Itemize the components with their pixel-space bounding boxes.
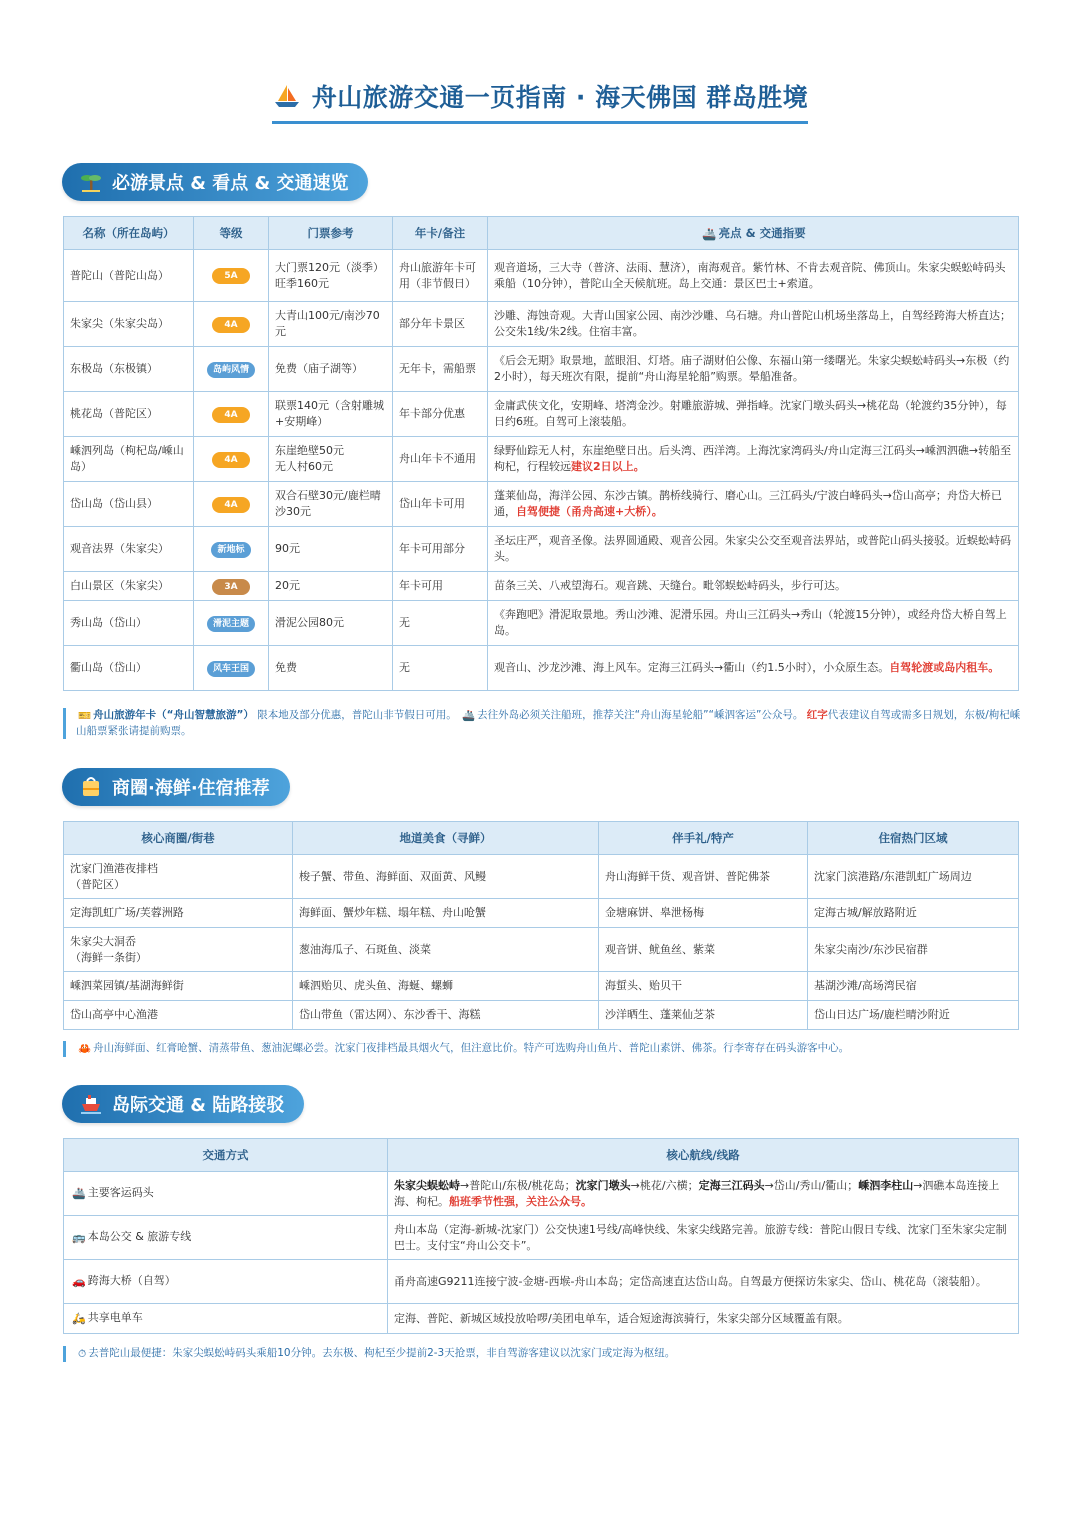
spot-card: 无	[393, 646, 488, 691]
spot-level	[194, 250, 269, 302]
spot-name: 岱山岛（岱山县）	[64, 482, 194, 527]
lodging-cell: 沈家门滨港路/东港凯虹广场周边	[808, 855, 1019, 899]
spot-ticket: 90元	[269, 527, 393, 572]
spot-name: 东极岛（东极镇）	[64, 347, 194, 392]
table-row	[64, 646, 1019, 691]
spot-card: 舟山旅游年卡可用（非节假日）	[393, 250, 488, 302]
table-row	[64, 855, 1019, 899]
spot-name: 观音法界（朱家尖）	[64, 527, 194, 572]
section-header-transport	[62, 1085, 304, 1123]
district-cell: 朱家尖大洞岙 （海鲜一条街）	[64, 928, 293, 972]
table-row	[64, 972, 1019, 1001]
spot-ticket: 免费	[269, 646, 393, 691]
spot-card: 无	[393, 601, 488, 646]
spot-info: 蓬莱仙岛，海洋公园、东沙古镇。鹊桥线骑行、磨心山。三江码头/宁波白峰码头→岱山高亭；舟岱大桥已通，自驾便捷（甬舟高速+大桥）。	[488, 482, 1019, 527]
spot-card: 舟山年卡不通用	[393, 437, 488, 482]
col-header: 核心商圈/街巷	[64, 822, 293, 855]
level-badge: 4A	[212, 317, 250, 333]
spot-level	[194, 646, 269, 691]
souvenir-cell: 观音饼、鱿鱼丝、紫菜	[599, 928, 808, 972]
car-icon: 🚗	[72, 1275, 86, 1288]
spot-name: 嵊泗列岛（枸杞岛/嵊山岛）	[64, 437, 194, 482]
table-row	[64, 1216, 1019, 1260]
table-row	[64, 437, 1019, 482]
table-row	[64, 928, 1019, 972]
spot-info: 绿野仙踪无人村，东崖绝壁日出。后头湾、西洋湾。上海沈家湾码头/舟山定海三江码头→嵊泗泗礁→转船至枸杞，行程较远建议2日以上。	[488, 437, 1019, 482]
note-annual-card: 🎫 舟山旅游年卡（“舟山智慧旅游”） 限本地及部分优惠，普陀山非节假日可用。 🚢 去往外岛必须关注船班，推荐关注“舟山海星轮船”“嵊泗客运”公众号。 红字代表建议自驾或需多日规划，东极/枸杞嵊山船票紧张请提前购票。	[63, 708, 1026, 739]
spot-name: 朱家尖（朱家尖岛）	[64, 302, 194, 347]
table-row	[64, 1172, 1019, 1216]
bus-icon: 🚌	[72, 1231, 86, 1244]
page-title-text: 舟山旅游交通一页指南 · 海天佛国 群岛胜境	[311, 83, 809, 112]
spot-card: 岱山年卡可用	[393, 482, 488, 527]
level-badge: 风车王国	[207, 661, 255, 677]
spot-card: 无年卡，需船票	[393, 347, 488, 392]
spot-level	[194, 527, 269, 572]
table-header-row	[64, 822, 1019, 855]
spot-name: 桃花岛（普陀区）	[64, 392, 194, 437]
food-cell: 海鲜面、蟹炒年糕、塌年糕、舟山呛蟹	[293, 899, 599, 928]
spot-info: 圣坛庄严，观音圣像。法界圆通殿、观音公园。朱家尖公交至观音法界站，或普陀山码头接驳。近蜈蚣峙码头。	[488, 527, 1019, 572]
souvenir-cell: 沙洋晒生、蓬莱仙芝茶	[599, 1001, 808, 1030]
note-seafood: 🦀 舟山海鲜面、红膏呛蟹、清蒸带鱼、葱油泥螺必尝。沈家门夜排档最具烟火气，但注意比价。特产可选购舟山鱼片、普陀山素饼、佛茶。行李寄存在码头游客中心。	[63, 1041, 1026, 1057]
transport-detail: 朱家尖蜈蚣峙→普陀山/东极/桃花岛；沈家门墩头→桃花/六横；定海三江码头→岱山/秀山/衢山；嵊泗李柱山→泗礁本岛连接上海、枸杞。船班季节性强，关注公众号。	[388, 1172, 1019, 1216]
col-header: 住宿热门区域	[808, 822, 1019, 855]
spot-level	[194, 347, 269, 392]
spot-level	[194, 601, 269, 646]
title-wrap	[0, 78, 1080, 124]
col-header: 交通方式	[64, 1139, 388, 1172]
table-row	[64, 302, 1019, 347]
transport-mode: 🚢 主要客运码头	[64, 1172, 388, 1216]
spot-info: 《奔跑吧》滑泥取景地。秀山沙滩、泥滑乐园。舟山三江码头→秀山（轮渡15分钟），或经舟岱大桥自驾上岛。	[488, 601, 1019, 646]
sailboat-icon	[272, 83, 302, 115]
section-header-shopping	[62, 768, 290, 806]
spot-info: 金庸武侠文化，安期峰、塔湾金沙。射雕旅游城、弹指峰。沈家门墩头码头→桃花岛（轮渡约35分钟），每日约6班。自驾可上滚装船。	[488, 392, 1019, 437]
spot-ticket: 滑泥公园80元	[269, 601, 393, 646]
spot-ticket: 20元	[269, 572, 393, 601]
spot-name: 秀山岛（岱山）	[64, 601, 194, 646]
ship-icon: 🚢	[462, 710, 476, 722]
spot-ticket: 联票140元（含射雕城+安期峰）	[269, 392, 393, 437]
attractions-table	[63, 216, 1019, 691]
scooter-icon: 🛵	[72, 1312, 86, 1325]
level-badge: 5A	[212, 268, 250, 284]
food-cell: 岱山带鱼（雷达网）、东沙香干、海糕	[293, 1001, 599, 1030]
ticket-icon: 🎫	[78, 710, 92, 722]
spot-level	[194, 302, 269, 347]
souvenir-cell: 舟山海鲜干货、观音饼、普陀佛茶	[599, 855, 808, 899]
level-badge: 新地标	[211, 542, 250, 558]
lodging-cell: 基湖沙滩/高场湾民宿	[808, 972, 1019, 1001]
spot-ticket: 双合石壁30元/鹿栏晴沙30元	[269, 482, 393, 527]
level-badge: 岛屿风情	[207, 362, 255, 378]
food-cell: 嵊泗贻贝、虎头鱼、海蜒、螺蛳	[293, 972, 599, 1001]
district-cell: 定海凯虹广场/芙蓉洲路	[64, 899, 293, 928]
clock-icon: ⏱	[78, 1348, 87, 1360]
spot-ticket: 东崖绝壁50元 无人村60元	[269, 437, 393, 482]
food-cell: 葱油海瓜子、石斑鱼、淡菜	[293, 928, 599, 972]
transport-detail: 甬舟高速G9211连接宁波-金塘-西堠-舟山本岛；定岱高速直达岱山岛。自驾最方便探访朱家尖、岱山、桃花岛（滚装船）。	[388, 1260, 1019, 1304]
shopping-table	[63, 821, 1019, 1030]
spot-level	[194, 392, 269, 437]
table-row	[64, 899, 1019, 928]
spot-info: 苗条三关、八戒望海石。观音跳、天缝台。毗邻蜈蚣峙码头，步行可达。	[488, 572, 1019, 601]
ship-icon: 🚢	[72, 1187, 86, 1200]
transport-detail: 定海、普陀、新城区域投放哈啰/美团电单车，适合短途海滨骑行，朱家尖部分区域覆盖有限。	[388, 1304, 1019, 1334]
table-row	[64, 1001, 1019, 1030]
table-row	[64, 601, 1019, 646]
crab-icon: 🦀	[78, 1043, 92, 1055]
level-badge: 3A	[212, 579, 250, 595]
spot-name: 白山景区（朱家尖）	[64, 572, 194, 601]
spot-info: 《后会无期》取景地，蓝眼泪、灯塔。庙子湖财伯公像、东福山第一缕曙光。朱家尖蜈蚣峙码头→东极（约2小时），每天班次有限，提前“舟山海星轮船”购票。晕船准备。	[488, 347, 1019, 392]
col-header: 门票参考	[269, 217, 393, 250]
spot-card: 部分年卡景区	[393, 302, 488, 347]
spot-level	[194, 572, 269, 601]
table-row	[64, 1260, 1019, 1304]
table-row	[64, 347, 1019, 392]
table-row	[64, 392, 1019, 437]
table-header-row	[64, 217, 1019, 250]
spot-card: 年卡可用部分	[393, 527, 488, 572]
table-header-row	[64, 1139, 1019, 1172]
spot-level	[194, 482, 269, 527]
level-badge: 滑泥主题	[207, 616, 255, 632]
food-cell: 梭子蟹、带鱼、海鲜面、双面黄、风鳗	[293, 855, 599, 899]
col-header: 🚢 亮点 & 交通指要	[488, 217, 1019, 250]
lodging-cell: 岱山日达广场/鹿栏晴沙附近	[808, 1001, 1019, 1030]
ship-icon	[80, 1093, 102, 1115]
table-row	[64, 482, 1019, 527]
col-header: 地道美食（寻鲜）	[293, 822, 599, 855]
shopping-bag-icon	[80, 776, 102, 798]
transport-mode: 🚗 跨海大桥（自驾）	[64, 1260, 388, 1304]
col-header: 伴手礼/特产	[599, 822, 808, 855]
level-badge: 4A	[212, 452, 250, 468]
souvenir-cell: 海蜇头、贻贝干	[599, 972, 808, 1001]
ship-icon: 🚢	[702, 226, 717, 241]
level-badge: 4A	[212, 407, 250, 423]
col-header: 核心航线/线路	[388, 1139, 1019, 1172]
spot-name: 衢山岛（岱山）	[64, 646, 194, 691]
col-header: 名称（所在岛屿）	[64, 217, 194, 250]
level-badge: 4A	[212, 497, 250, 513]
lodging-cell: 朱家尖南沙/东沙民宿群	[808, 928, 1019, 972]
spot-info: 观音山、沙龙沙滩、海上风车。定海三江码头→衢山（约1.5小时），小众原生态。自驾轮渡或岛内租车。	[488, 646, 1019, 691]
spot-ticket: 免费（庙子湖等）	[269, 347, 393, 392]
col-header: 年卡/备注	[393, 217, 488, 250]
souvenir-cell: 金塘麻饼、皋泄杨梅	[599, 899, 808, 928]
spot-info: 沙雕、海蚀奇观。大青山国家公园、南沙沙雕、乌石塘。舟山普陀山机场坐落岛上，自驾经跨海大桥直达；公交朱1线/朱2线。住宿丰富。	[488, 302, 1019, 347]
spot-info: 观音道场，三大寺（普济、法雨、慧济），南海观音。紫竹林、不肯去观音院、佛顶山。朱家尖蜈蚣峙码头乘船（10分钟），普陀山全天候航班。岛上交通：景区巴士+索道。	[488, 250, 1019, 302]
spot-name: 普陀山（普陀山岛）	[64, 250, 194, 302]
col-header: 等级	[194, 217, 269, 250]
table-row	[64, 572, 1019, 601]
district-cell: 岱山高亭中心渔港	[64, 1001, 293, 1030]
spot-card: 年卡部分优惠	[393, 392, 488, 437]
district-cell: 嵊泗菜园镇/基湖海鲜街	[64, 972, 293, 1001]
table-row	[64, 1304, 1019, 1334]
transport-mode: 🚌 本岛公交 & 旅游专线	[64, 1216, 388, 1260]
page-title	[272, 78, 809, 124]
transport-detail: 舟山本岛（定海-新城-沈家门）公交快速1号线/高峰快线、朱家尖线路完善。旅游专线：普陀山假日专线、沈家门至朱家尖定制巴士。支付宝“舟山公交卡”。	[388, 1216, 1019, 1260]
transport-table	[63, 1138, 1019, 1334]
district-cell: 沈家门渔港夜排档 （普陀区）	[64, 855, 293, 899]
transport-mode: 🛵 共享电单车	[64, 1304, 388, 1334]
spot-level	[194, 437, 269, 482]
spot-card: 年卡可用	[393, 572, 488, 601]
section-title: 岛际交通 & 陆路接驳	[112, 1095, 285, 1116]
spot-ticket: 大门票120元（淡季） 旺季160元	[269, 250, 393, 302]
lodging-cell: 定海古城/解放路附近	[808, 899, 1019, 928]
palm-tree-icon	[80, 171, 102, 193]
spot-ticket: 大青山100元/南沙70元	[269, 302, 393, 347]
section-title: 商圈·海鲜·住宿推荐	[112, 778, 270, 799]
section-header-attractions	[62, 163, 368, 201]
table-row	[64, 250, 1019, 302]
table-row	[64, 527, 1019, 572]
section-title: 必游景点 & 看点 & 交通速览	[112, 173, 349, 194]
note-tips: ⏱ 去普陀山最便捷：朱家尖蜈蚣峙码头乘船10分钟。去东极、枸杞至少提前2-3天抢票，非自驾游客建议以沈家门或定海为枢纽。	[63, 1346, 1026, 1362]
